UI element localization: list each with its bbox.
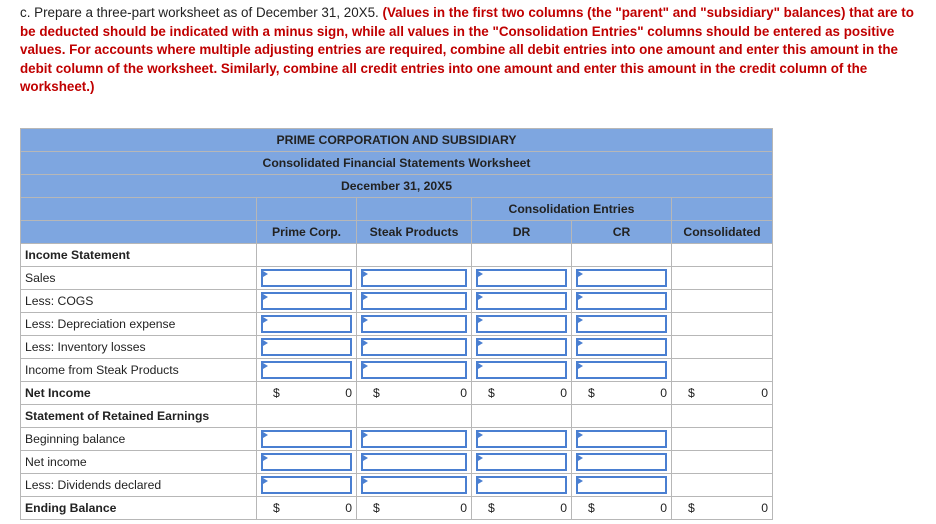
col-header-steak: Steak Products [357, 221, 472, 244]
cr-input[interactable] [576, 338, 667, 356]
col-header-dr: DR [472, 221, 572, 244]
total-value: 0 [460, 386, 467, 400]
prime-input[interactable] [261, 453, 352, 471]
table-row [21, 336, 773, 359]
steak-input[interactable] [361, 338, 467, 356]
steak-total-cell [357, 382, 472, 405]
total-value: 0 [660, 386, 667, 400]
company-title: PRIME CORPORATION AND SUBSIDIARY [21, 129, 773, 152]
prime-total-cell [257, 497, 357, 520]
consolidation-worksheet [20, 128, 773, 520]
row-label: Net income [21, 451, 257, 474]
row-label: Less: Inventory losses [21, 336, 257, 359]
table-row [21, 267, 773, 290]
steak-input[interactable] [361, 315, 467, 333]
dr-total-cell [472, 497, 572, 520]
dr-input[interactable] [476, 292, 567, 310]
steak-input[interactable] [361, 361, 467, 379]
row-label: Income from Steak Products [21, 359, 257, 382]
row-label: Less: Depreciation expense [21, 313, 257, 336]
currency-symbol: $ [373, 501, 380, 515]
consolidation-entries-header: Consolidation Entries [472, 198, 672, 221]
total-row-net-income [21, 382, 773, 405]
total-value: 0 [345, 386, 352, 400]
cr-total-cell [572, 382, 672, 405]
steak-input[interactable] [361, 269, 467, 287]
column-header-row [21, 221, 773, 244]
prime-input[interactable] [261, 269, 352, 287]
currency-symbol: $ [588, 386, 595, 400]
prime-input[interactable] [261, 338, 352, 356]
section-heading: Statement of Retained Earnings [21, 405, 257, 428]
cr-input[interactable] [576, 269, 667, 287]
currency-symbol: $ [688, 386, 695, 400]
currency-symbol: $ [373, 386, 380, 400]
row-label: Net Income [21, 382, 257, 405]
dr-total-cell [472, 382, 572, 405]
prime-input[interactable] [261, 292, 352, 310]
steak-input[interactable] [361, 430, 467, 448]
total-value: 0 [761, 386, 769, 400]
steak-input[interactable] [361, 292, 467, 310]
consolidation-header-row [21, 198, 773, 221]
dr-input[interactable] [476, 269, 567, 287]
col-header-consolidated: Consolidated [672, 221, 773, 244]
cr-input[interactable] [576, 361, 667, 379]
currency-symbol: $ [488, 386, 495, 400]
cr-input[interactable] [576, 292, 667, 310]
table-row [21, 290, 773, 313]
total-value: 0 [460, 501, 467, 515]
dr-input[interactable] [476, 315, 567, 333]
cr-input[interactable] [576, 476, 667, 494]
total-value: 0 [560, 386, 567, 400]
worksheet-title-row [21, 129, 773, 152]
currency-symbol: $ [273, 501, 280, 515]
steak-total-cell [357, 497, 472, 520]
prime-input[interactable] [261, 361, 352, 379]
instruction-lead: c. Prepare a three-part worksheet as of December 31, 20X5. [20, 5, 379, 20]
worksheet-subtitle-row [21, 152, 773, 175]
prime-input[interactable] [261, 430, 352, 448]
table-row [21, 428, 773, 451]
consolidated-total-cell [672, 497, 773, 520]
currency-symbol: $ [588, 501, 595, 515]
total-value: 0 [560, 501, 567, 515]
prime-total-cell [257, 382, 357, 405]
dr-input[interactable] [476, 453, 567, 471]
cr-total-cell [572, 497, 672, 520]
question-instructions [20, 4, 925, 97]
col-header-prime: Prime Corp. [257, 221, 357, 244]
currency-symbol: $ [273, 386, 280, 400]
col-header-cr: CR [572, 221, 672, 244]
worksheet-subtitle: Consolidated Financial Statements Worksheet [21, 152, 773, 175]
currency-symbol: $ [488, 501, 495, 515]
table-row [21, 313, 773, 336]
row-label: Beginning balance [21, 428, 257, 451]
row-label: Ending Balance [21, 497, 257, 520]
row-label: Less: Dividends declared [21, 474, 257, 497]
worksheet-date: December 31, 20X5 [21, 175, 773, 198]
consolidated-total-cell [672, 382, 773, 405]
prime-input[interactable] [261, 476, 352, 494]
cr-input[interactable] [576, 430, 667, 448]
prime-input[interactable] [261, 315, 352, 333]
section-row-retained-earnings [21, 405, 773, 428]
row-label: Less: COGS [21, 290, 257, 313]
currency-symbol: $ [688, 501, 695, 515]
total-value: 0 [761, 501, 769, 515]
table-row [21, 451, 773, 474]
table-row [21, 474, 773, 497]
section-row-income-statement [21, 244, 773, 267]
cr-input[interactable] [576, 315, 667, 333]
dr-input[interactable] [476, 430, 567, 448]
total-value: 0 [660, 501, 667, 515]
dr-input[interactable] [476, 338, 567, 356]
table-row [21, 359, 773, 382]
instruction-note: (Values in the first two columns (the "parent" and "subsidiary" balances) that are to be deducted should be indicated with a minus sign, while all values in the "Consolidation Entries" columns should be entered as positive values. For accounts where multiple adjusting entries are required, combine all debit entries into one amount and enter this amount in the debit column of the worksheet. Similarly, combine all credit entries into one amount and enter this amount in the credit column of the worksheet.) [20, 5, 914, 94]
worksheet-date-row [21, 175, 773, 198]
section-heading: Income Statement [21, 244, 257, 267]
row-label: Sales [21, 267, 257, 290]
steak-input[interactable] [361, 453, 467, 471]
dr-input[interactable] [476, 476, 567, 494]
cr-input[interactable] [576, 453, 667, 471]
total-value: 0 [345, 501, 352, 515]
total-row-ending-balance [21, 497, 773, 520]
steak-input[interactable] [361, 476, 467, 494]
dr-input[interactable] [476, 361, 567, 379]
